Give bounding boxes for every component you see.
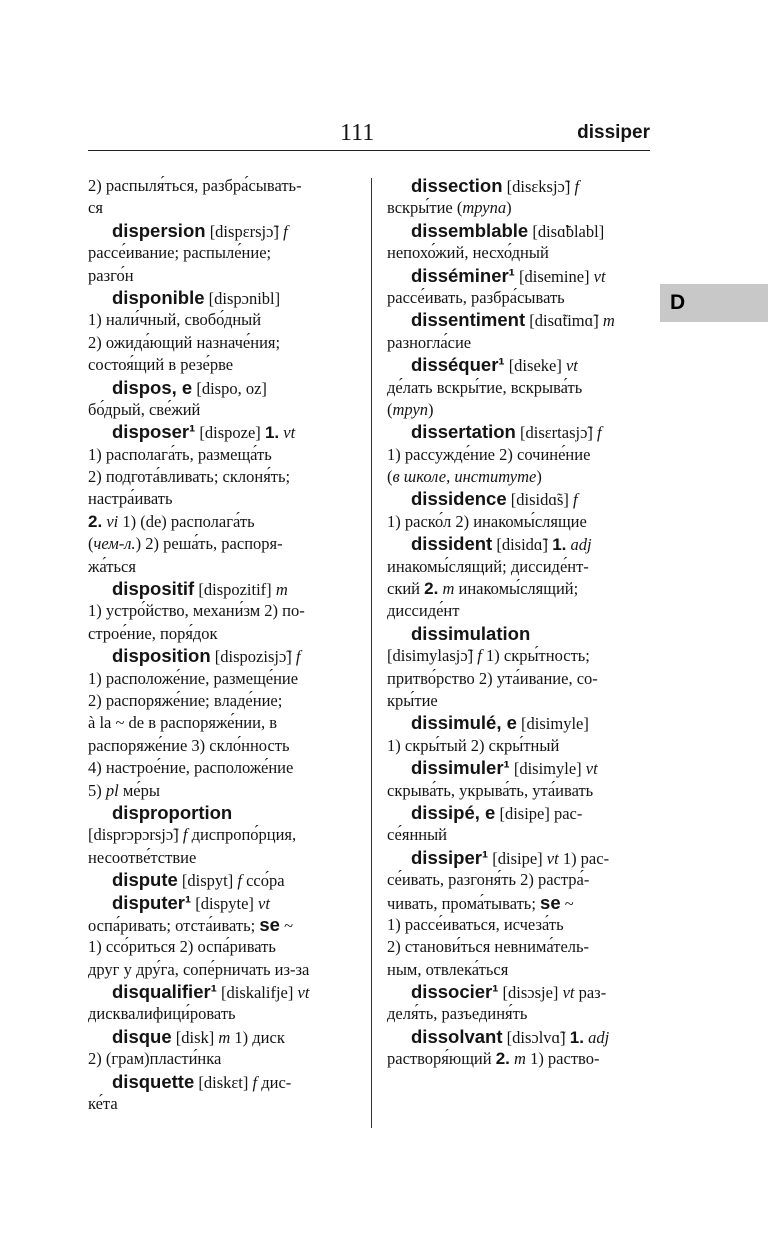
entry-text-line (387, 287, 651, 309)
definition-text: 1) раско́л 2) инакомы́слящие (387, 511, 587, 531)
definition-text: [dispyte] (191, 893, 259, 913)
entry-text-line (387, 1003, 651, 1025)
definition-text: рассе́ивать, разбра́сывать (387, 287, 565, 307)
definition-text: настра́ивать (88, 489, 173, 509)
headword: dispersion (112, 219, 206, 241)
headword: dissertation (411, 421, 516, 443)
entry-headword-line (387, 623, 651, 645)
definition-text: бо́дрый, све́жий (88, 399, 201, 419)
grammar-label: m (442, 579, 455, 599)
sense-number: 1. (569, 1027, 584, 1047)
definition-text: ) (536, 467, 542, 487)
grammar-label: m (275, 580, 288, 600)
entry-headword-line (88, 1026, 362, 1048)
definition-text: [disɔlvɑ̃] (502, 1027, 570, 1047)
entry-text-line (88, 511, 362, 533)
entry-text-line (387, 399, 651, 421)
entry-headword-line (387, 265, 651, 287)
definition-text: [disɛrtasjɔ̃] (515, 423, 598, 443)
definition-text: 1) ссо́риться 2) оспа́ривать (88, 937, 276, 957)
definition-text: [dispozisjɔ̃] (210, 647, 296, 667)
entry-headword-line (88, 892, 362, 914)
definition-text: 2) распоряже́ние; владе́ние; (88, 690, 283, 710)
definition-text: диспропо́рция, (187, 825, 297, 845)
definition-text: ся (88, 198, 103, 218)
headword: dissidence (411, 488, 507, 510)
definition-text: друг у дру́га, сопе́рничать из-за (88, 959, 310, 979)
entry-text-line (88, 1048, 362, 1070)
page-number: 111 (340, 120, 375, 146)
definition-text: [disipe] рас- (495, 803, 583, 823)
definition-text: 4) настрое́ние, расположе́ние (88, 758, 294, 778)
definition-text: разго́н (88, 265, 134, 285)
definition-text: разногла́сие (387, 332, 472, 352)
entry-headword-line (88, 421, 362, 443)
definition-text: чивать, прома́тывать; (387, 893, 541, 913)
headword: dissimulé, e (411, 712, 517, 734)
definition-text: [disimyle] (516, 714, 589, 734)
grammar-label: vt (283, 423, 296, 443)
entry-headword-line (387, 1026, 651, 1048)
definition-text: 1) раство- (525, 1049, 600, 1069)
definition-text: 2) подгота́вливать; склоня́ть; (88, 467, 291, 487)
grammar-label: vt (562, 983, 575, 1003)
sense-number: 2. (495, 1049, 510, 1069)
left-column (88, 175, 362, 1115)
entry-text-line (88, 1093, 362, 1115)
entry-text-line (88, 556, 362, 578)
entry-headword-line (88, 645, 362, 667)
entry-text-line (387, 197, 651, 219)
definition-text: распоряже́ние 3) скло́нность (88, 735, 290, 755)
entry-text-line (88, 399, 362, 421)
definition-text: строе́ние, поря́док (88, 623, 218, 643)
definition-text: се́ивать, разгоня́ть 2) растра́- (387, 870, 590, 890)
definition-text: 1) рассе́иваться, исчеза́ть (387, 914, 564, 934)
entry-text-line (387, 780, 651, 802)
headword: dissocier¹ (411, 981, 499, 1003)
entry-text-line (88, 959, 362, 981)
definition-text: ~ (560, 893, 574, 913)
entry-headword-line (387, 220, 651, 242)
definition-text: à la ~ de в распоряже́нии, в (88, 713, 278, 733)
grammar-label: vt (297, 983, 310, 1003)
headword: se (540, 891, 561, 913)
definition-text: ( (387, 399, 393, 419)
headword: disposer¹ (112, 421, 196, 443)
entry-text-line (88, 242, 362, 264)
headword: disque (112, 1025, 172, 1047)
definition-text: [disprɔpɔrsjɔ̃] (88, 825, 183, 845)
definition-text: [dispozitif] (194, 580, 276, 600)
entry-headword-line (88, 578, 362, 600)
grammar-label: vt (585, 759, 598, 779)
definition-text: состоя́щий в резе́рве (88, 355, 234, 375)
entry-headword-line (387, 309, 651, 331)
definition-text: [disɑ̃timɑ̃] (525, 311, 603, 331)
definition-text: [dispoze] (195, 423, 265, 443)
headword: disputer¹ (112, 891, 192, 913)
grammar-label: трупа (462, 198, 507, 218)
entry-text-line (387, 242, 651, 264)
definition-text: [disɔsje] (498, 983, 563, 1003)
definition-text: инакомы́слящий; (454, 579, 579, 599)
header-rule (88, 150, 650, 151)
entry-text-line (88, 824, 362, 846)
definition-text: 1) располага́ть, размеща́ть (88, 444, 272, 464)
entry-text-line (387, 690, 651, 712)
grammar-label: труп (392, 399, 429, 419)
definition-text: оспа́ривать; отста́ивать; (88, 915, 260, 935)
headword: dissipé, e (411, 801, 496, 823)
entry-text-line (387, 511, 651, 533)
entry-text-line (88, 309, 362, 331)
definition-text: ) (506, 198, 512, 218)
entry-text-line (88, 735, 362, 757)
entry-headword-line (387, 354, 651, 376)
entry-text-line (88, 488, 362, 510)
grammar-label: vt (593, 266, 606, 286)
entry-headword-line (387, 802, 651, 824)
definition-text: 1) устро́йство, механи́зм 2) по- (88, 601, 305, 621)
headword: dissolvant (411, 1025, 503, 1047)
headword: dispos, e (112, 376, 193, 398)
grammar-label: f (295, 647, 301, 667)
definition-text: диссиде́нт (387, 601, 460, 621)
entry-text-line (387, 444, 651, 466)
definition-text: инакомы́слящий; диссиде́нт- (387, 556, 589, 576)
definition-text: се́янный (387, 825, 448, 845)
headword: dissection (411, 175, 503, 196)
headword: dissident (411, 533, 493, 555)
definition-text: [dispo, oz] (192, 378, 267, 398)
entry-text-line (88, 914, 362, 936)
headword: dissimuler¹ (411, 757, 510, 779)
entry-text-line (88, 354, 362, 376)
entry-text-line (88, 466, 362, 488)
entry-text-line (88, 936, 362, 958)
definition-text: [disɛksjɔ̃] (502, 177, 575, 196)
definition-text: [disipe] (488, 848, 547, 868)
entry-text-line (387, 1048, 651, 1070)
headword: dispute (112, 869, 178, 891)
entry-text-line (88, 444, 362, 466)
grammar-label: m (514, 1049, 526, 1069)
definition-text: 1) диск (230, 1027, 285, 1047)
definition-text: несоотве́тствие (88, 847, 197, 867)
column-divider (371, 178, 372, 1128)
definition-text: ( (88, 534, 94, 554)
sense-number: 1. (552, 535, 567, 555)
entry-headword-line (387, 712, 651, 734)
definition-text: [disidɑ̃] (492, 535, 553, 555)
definition-text: 1) (de) располага́ть (118, 511, 255, 531)
definition-text: ным, отвлека́ться (387, 959, 509, 979)
definition-text: [dispɔnibl] (204, 288, 281, 308)
headword: disquette (112, 1070, 195, 1092)
entry-headword-line (88, 1071, 362, 1093)
entry-text-line (387, 892, 651, 914)
definition-text: [dispɛrsjɔ̃] (205, 221, 284, 241)
entry-text-line (88, 847, 362, 869)
definition-text: рассе́ивание; распыле́ние; (88, 243, 272, 263)
definition-text: 2) ожида́ющий назначе́ния; (88, 332, 281, 352)
headword: disséquer¹ (411, 354, 505, 376)
definition-text: 2) (грам)пласти́нка (88, 1049, 222, 1069)
definition-text: 2) распыля́ться, разбра́сывать- (88, 176, 302, 195)
definition-text: ке́та (88, 1094, 118, 1114)
definition-text: [disemine] (514, 266, 594, 286)
entry-text-line (88, 332, 362, 354)
definition-text: ) (428, 399, 434, 419)
sense-number: 2. (88, 511, 103, 531)
entry-headword-line (88, 220, 362, 242)
headword: dispositif (112, 578, 195, 600)
definition-text: притво́рство 2) ута́ивание, со- (387, 668, 598, 688)
entry-headword-line (387, 533, 651, 555)
grammar-label: в школе, институте (392, 467, 537, 487)
definition-text: [diskɛt] (194, 1072, 253, 1092)
entry-text-line (387, 377, 651, 399)
grammar-label: чем-л. (93, 534, 136, 554)
entry-text-line (387, 466, 651, 488)
entry-headword-line (387, 421, 651, 443)
entry-text-line (387, 936, 651, 958)
sense-number: 2. (424, 579, 439, 599)
running-head: dissiper (577, 122, 650, 143)
definition-text: 1) скры́тый 2) скры́тный (387, 735, 560, 755)
definition-text: [diseke] (504, 356, 566, 376)
definition-text: [disɑ̃blabl] (528, 221, 605, 241)
entry-headword-line (88, 287, 362, 309)
grammar-label: f (597, 423, 602, 443)
headword: disproportion (112, 801, 233, 823)
definition-text: де́лать вскры́тие, вскрыва́ть (387, 377, 583, 397)
headword: disqualifier¹ (112, 981, 217, 1003)
entry-text-line (88, 197, 362, 219)
grammar-label: vt (565, 356, 578, 376)
headword: disséminer¹ (411, 264, 515, 286)
entry-text-line (88, 600, 362, 622)
entry-headword-line (387, 175, 651, 197)
definition-text: [diskalifje] (216, 983, 298, 1003)
sense-number: 1. (264, 423, 280, 443)
definition-text: ссо́ра (241, 871, 285, 891)
definition-text: раз- (574, 983, 607, 1003)
grammar-label: f (182, 825, 188, 845)
grammar-label: adj (588, 1027, 610, 1047)
grammar-label: vi (106, 511, 119, 531)
definition-text: [disimyle] (509, 759, 586, 779)
grammar-label: vt (546, 848, 559, 868)
entry-text-line (88, 175, 362, 197)
definition-text: ( (387, 467, 393, 487)
headword: disposition (112, 645, 211, 667)
definition-text: деля́ть, разъединя́ть (387, 1004, 528, 1024)
headword: dissemblable (411, 219, 529, 241)
entry-headword-line (387, 757, 651, 779)
definition-text: жа́ться (88, 556, 136, 576)
entry-text-line (88, 690, 362, 712)
definition-text: 1) расположе́ние, размеще́ние (88, 668, 299, 688)
entry-text-line (387, 824, 651, 846)
definition-text: 5) (88, 780, 106, 800)
entry-headword-line (88, 802, 362, 824)
definition-text: [disidɑ̃s] (506, 490, 574, 510)
entry-text-line (88, 668, 362, 690)
headword: dissimulation (411, 622, 531, 644)
definition-text: 1) рас- (558, 848, 610, 868)
entry-text-line (387, 959, 651, 981)
thumb-index-letter: D (670, 291, 686, 314)
headword: se (259, 913, 280, 935)
definition-text: 1) нали́чный, свобо́дный (88, 310, 262, 330)
entry-text-line (88, 780, 362, 802)
headword: dissentiment (411, 309, 526, 331)
entry-headword-line (387, 847, 651, 869)
grammar-label: m (218, 1027, 231, 1047)
definition-text: ме́ры (118, 780, 160, 800)
grammar-label: m (602, 311, 615, 331)
entry-text-line (387, 668, 651, 690)
definition-text: [disk] (171, 1027, 219, 1047)
entry-text-line (387, 578, 651, 600)
definition-text: растворя́ющий (387, 1049, 496, 1069)
definition-text: 2) станови́ться невнима́тель- (387, 937, 590, 957)
definition-text: кры́тие (387, 690, 438, 710)
entry-headword-line (88, 981, 362, 1003)
headword: dissiper¹ (411, 846, 489, 868)
entry-text-line (387, 600, 651, 622)
entry-text-line (88, 533, 362, 555)
grammar-label: vt (258, 893, 270, 913)
definition-text: [dispyt] (177, 871, 238, 891)
headword: disponible (112, 286, 205, 308)
entry-text-line (387, 914, 651, 936)
entry-text-line (88, 623, 362, 645)
entry-text-line (88, 1003, 362, 1025)
entry-headword-line (387, 981, 651, 1003)
grammar-label: f (574, 177, 580, 196)
grammar-label: f (237, 871, 242, 891)
thumb-index-tab (660, 284, 768, 322)
definition-text: ~ (279, 915, 294, 935)
grammar-label: pl (105, 780, 119, 800)
grammar-label: f (283, 221, 288, 241)
entry-headword-line (387, 488, 651, 510)
definition-text: вскры́тие ( (387, 198, 463, 218)
entry-text-line (387, 645, 651, 667)
entry-text-line (387, 332, 651, 354)
definition-text: 1) скры́тность; (481, 646, 590, 666)
definition-text: непохо́жий, несхо́дный (387, 243, 549, 263)
entry-headword-line (88, 377, 362, 399)
entry-headword-line (88, 869, 362, 891)
grammar-label: f (252, 1072, 258, 1092)
definition-text: 1) рассужде́ние 2) сочине́ние (387, 444, 591, 464)
grammar-label: f (477, 646, 482, 666)
entry-text-line (88, 265, 362, 287)
definition-text: дис- (257, 1072, 292, 1092)
definition-text: дисквалифици́ровать (88, 1004, 236, 1024)
entry-text-line (88, 712, 362, 734)
entry-text-line (387, 869, 651, 891)
entry-text-line (387, 556, 651, 578)
grammar-label: adj (570, 535, 592, 555)
definition-text: ) 2) реша́ть, распоря- (135, 534, 283, 554)
grammar-label: f (573, 490, 578, 510)
right-column (387, 175, 651, 1071)
entry-text-line (387, 735, 651, 757)
definition-text: ский (387, 579, 425, 599)
entry-text-line (88, 757, 362, 779)
definition-text: [disimylasjɔ̃] (387, 646, 478, 666)
definition-text: скрыва́ть, укрыва́ть, ута́ивать (387, 780, 594, 800)
